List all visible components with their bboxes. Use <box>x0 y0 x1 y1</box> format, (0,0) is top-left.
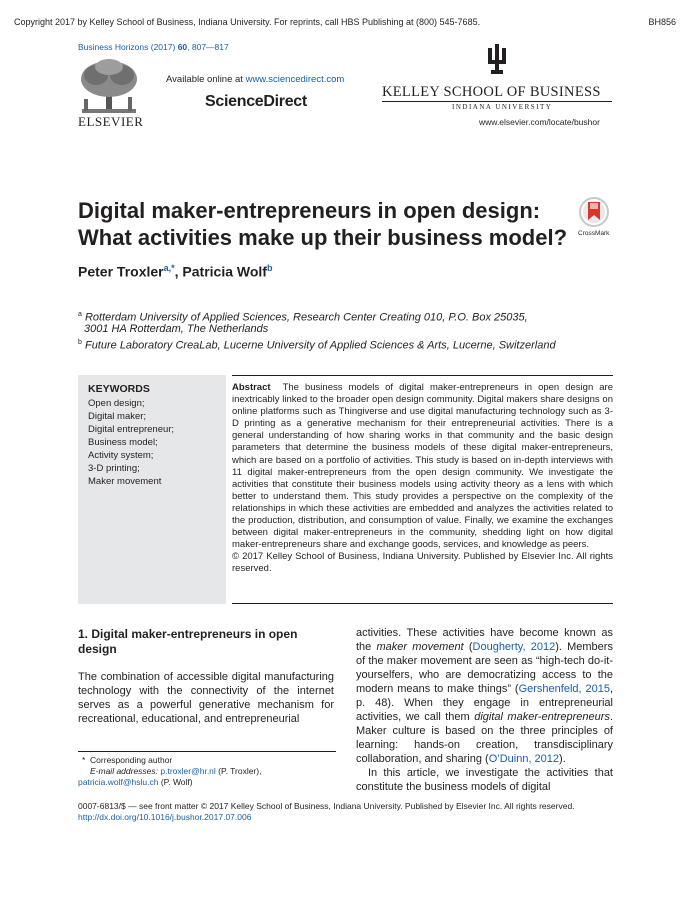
sciencedirect-logo: ScienceDirect <box>205 93 307 110</box>
footnote-emails <box>78 766 261 777</box>
emphasis-digital-maker-entrepreneurs: digital maker-entrepreneurs <box>474 711 610 723</box>
footnote-corresponding <box>78 755 261 766</box>
keywords-list <box>88 397 174 488</box>
abstract-text: The business models of digital maker-entrepreneurs in open design are inextricably linked to the broader open design community. Digital makers share designs on online platforms such as Thingiverse and use digital manufacturing technology such as 3-D printing as a generative mechanism for their entrepreneurial activities. There is a general understanding of how sharing works in that community and the basic design parameters that determine the business models of these digital maker-entrepreneurs, which are based on a portfolio of activities. This study is based on in-depth interviews with 11 digital maker-entrepreneurs from the open design community. We investigate the activities that constitute their business models using activity theory as a lens with which better to understand them. This study provides a perspective on the complexity of the relationships in which these activities are embedded and analyzes the activities related to the production, distribution, and consumption of value. Finally, we examine the exchanges between digital maker-entrepreneurs in the community, shedding light on how digital maker-entrepreneurs share and exchange goods, services, and knowledge as peers. <box>232 382 613 551</box>
email-label: E-mail addresses: <box>90 766 161 776</box>
citation-dougherty[interactable]: Dougherty, 2012 <box>472 641 556 653</box>
sciencedirect-link[interactable]: www.sciencedirect.com <box>245 74 345 85</box>
keyword-item: Business model; <box>88 437 158 448</box>
document-code: BH856 <box>648 17 676 27</box>
kelley-divider <box>382 101 612 102</box>
title-line-2: What activities make up their business model? <box>78 225 568 250</box>
text-run: ( <box>463 641 473 653</box>
author-wolf: , Patricia Wolf <box>174 263 267 280</box>
keyword-item: Activity system; <box>88 450 154 461</box>
footnote-rule <box>78 751 336 752</box>
affiliation-a-marker: a <box>78 311 82 318</box>
kelley-school-name: KELLEY SCHOOL OF BUSINESS <box>382 84 601 100</box>
title-line-1: Digital maker-entrepreneurs in open design: <box>78 198 541 223</box>
text-run: ). Members of the maker movement are seen as “high-tech do-it-yourselfers, who are democratizing access to the modern means to make things” ( <box>356 641 613 695</box>
available-label: Available online at <box>166 74 246 85</box>
column-2-paragraph <box>356 626 613 766</box>
footnote-label: Corresponding author <box>90 755 173 765</box>
text-run: , p. 48). When they engage in entrepreneurial activities, we call them <box>356 683 613 723</box>
affiliation-b <box>78 336 556 353</box>
doi-link[interactable]: http://dx.doi.org/10.1016/j.bushor.2017.07.006 <box>78 812 252 822</box>
footnote-star: * <box>82 755 86 765</box>
author-troxler-affiliation[interactable]: a,* <box>163 263 175 273</box>
author-troxler: Peter Troxler <box>78 263 164 280</box>
column-1-paragraph: The combination of accessible digital manufacturing technology with the connectivity of the internet serves as a powerful generative mechanism for recreational, educational, and entrepreneurial <box>78 671 334 725</box>
footnote-email-2 <box>78 777 261 788</box>
emphasis-maker-movement: maker movement <box>376 641 464 653</box>
copyright-notice: Copyright 2017 by Kelley School of Business, Indiana University. For reprints, call HBS Publishing at (800) 545-7685. <box>14 17 481 27</box>
keyword-item: Digital maker; <box>88 411 147 422</box>
keywords-title: KEYWORDS <box>88 383 150 395</box>
abstract-bottom-rule <box>232 603 613 604</box>
front-matter <box>78 801 575 823</box>
author-wolf-affiliation[interactable]: b <box>266 263 273 273</box>
keyword-item: Digital entrepreneur; <box>88 424 175 435</box>
available-online <box>166 74 344 85</box>
crossmark-label: CrossMark <box>578 230 610 237</box>
journal-homepage-link[interactable]: www.elsevier.com/locate/bushor <box>479 117 600 127</box>
journal-pages: , 807—817 <box>187 42 229 52</box>
article-title <box>78 197 578 251</box>
affiliation-a-line-2: 3001 HA Rotterdam, The Netherlands <box>84 323 269 335</box>
keyword-item: Maker movement <box>88 476 162 487</box>
iu-trident-logo <box>486 44 508 74</box>
keyword-item: 3-D printing; <box>88 463 140 474</box>
section-1-heading: 1. Digital maker-entrepreneurs in open design <box>78 627 298 656</box>
abstract-copyright: © 2017 Kelley School of Business, Indiana University. Published by Elsevier Inc. All rights reserved. <box>232 551 613 575</box>
abstract <box>232 382 613 576</box>
affiliation-b-text: Future Laboratory CreaLab, Lucerne University of Applied Sciences & Arts, Lucerne, Switzerland <box>84 339 556 352</box>
email-troxler-name: (P. Troxler), <box>215 766 262 776</box>
footnote <box>78 755 261 788</box>
affiliation-a-line-1: Rotterdam University of Applied Sciences, Research Center Creating 010, P.O. Box 25035, <box>84 311 528 324</box>
citation-gershenfeld[interactable]: Gershenfeld, 2015 <box>518 683 610 695</box>
text-run: activities. These activities have become known as the <box>356 627 613 653</box>
indiana-university-name: INDIANA UNIVERSITY <box>452 103 553 111</box>
affiliation-b-marker: b <box>78 339 82 346</box>
elsevier-wordmark: ELSEVIER <box>78 114 144 129</box>
journal-name: Business Horizons (2017) <box>78 42 178 52</box>
issn-line: 0007-6813/$ — see front matter © 2017 Kelley School of Business, Indiana University. Published by Elsevier Inc. All rights reserved. <box>78 801 575 811</box>
journal-volume: 60 <box>177 42 188 52</box>
abstract-top-rule <box>232 375 613 376</box>
author-line <box>78 263 272 280</box>
column-2-paragraph-2: In this article, we investigate the activities that constitute the business models of digital <box>356 767 613 793</box>
journal-reference[interactable] <box>78 42 229 52</box>
keyword-item: Open design; <box>88 398 145 409</box>
column-2 <box>356 626 613 794</box>
text-run: . Maker culture is based on the three principles of learning: hands-on creation, transdisciplinary collaboration, and sharing ( <box>356 711 614 765</box>
email-wolf-link[interactable]: patricia.wolf@hslu.ch <box>78 777 159 787</box>
text-run: ). <box>559 753 566 765</box>
citation-oduinn[interactable]: O’Duinn, 2012 <box>488 753 560 765</box>
abstract-label: Abstract <box>232 382 271 393</box>
email-troxler-link[interactable]: p.troxler@hr.nl <box>160 766 216 776</box>
email-wolf-name: (P. Wolf) <box>158 777 193 787</box>
